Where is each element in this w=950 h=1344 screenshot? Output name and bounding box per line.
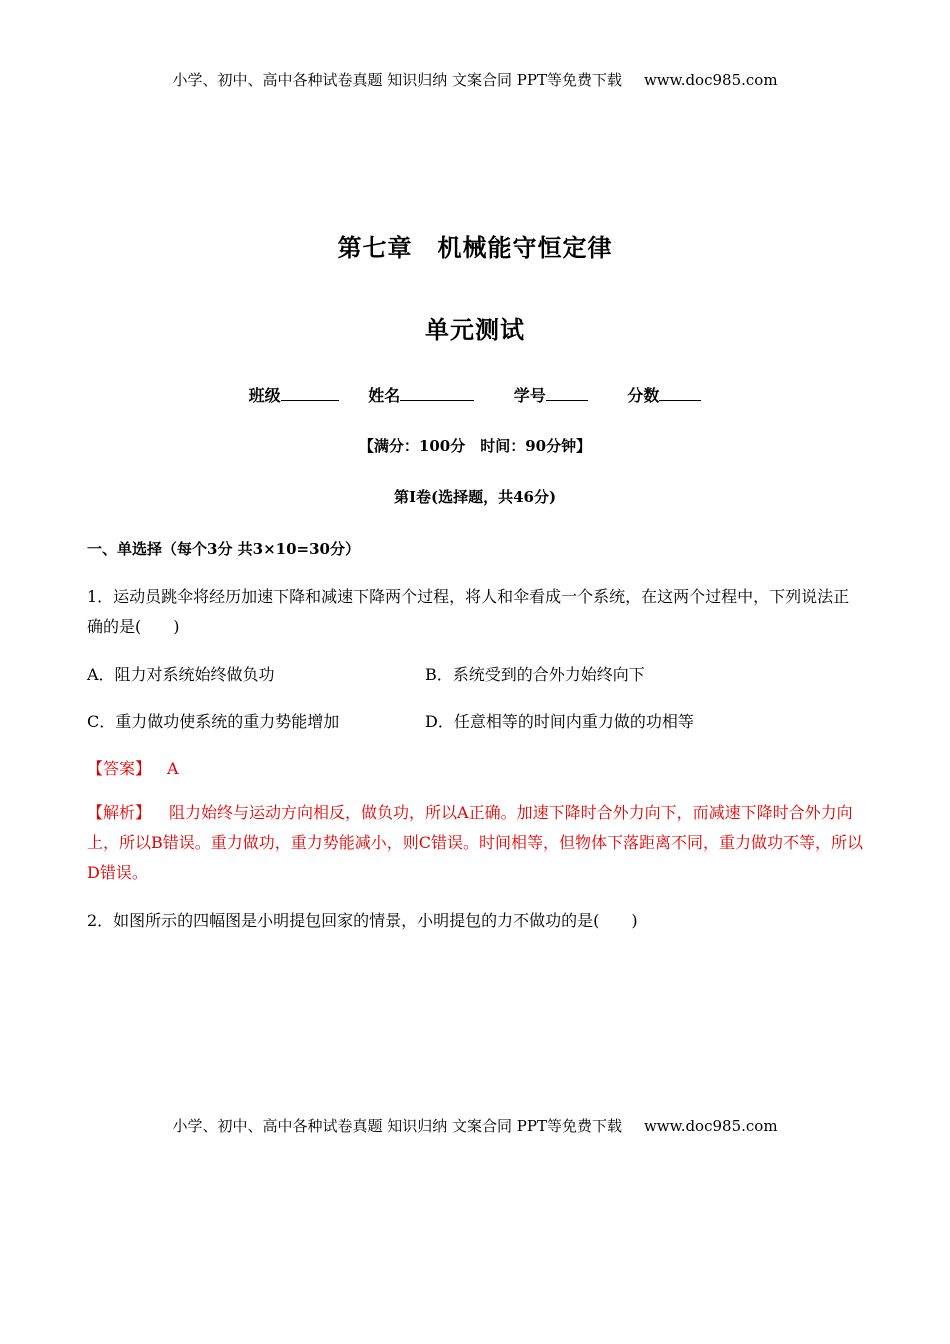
- class-field[interactable]: [249, 383, 339, 406]
- page-footer: [0, 1115, 950, 1136]
- question-1-answer: [87, 756, 179, 779]
- student-id-field[interactable]: [514, 383, 588, 406]
- student-info-row: [0, 383, 950, 406]
- analysis-label: 【解析】: [87, 803, 152, 822]
- chapter-title: 第七章 机械能守恒定律: [337, 233, 613, 262]
- score-field[interactable]: [627, 383, 701, 406]
- student-id-label: 学号: [513, 386, 546, 405]
- unit-title: 单元测试: [425, 315, 525, 344]
- question-1-option-a: A．阻力对系统始终做负功: [87, 665, 275, 684]
- question-1-stem: 1．运动员跳伞将经历加速下降和减速下降两个过程，将人和伞看成一个系统，在这两个过程中，下列说法正确的是( ): [87, 587, 850, 636]
- question-1-analysis: [87, 798, 865, 888]
- footer-text: 小学、初中、高中各种试卷真题 知识归纳 文案合同 PPT等免费下载: [172, 1117, 622, 1135]
- question-1-option-b: B．系统受到的合外力始终向下: [425, 665, 645, 684]
- score-label: 分数: [627, 386, 660, 405]
- question-1-option-c: C．重力做功使系统的重力势能增加: [87, 712, 340, 731]
- name-blank[interactable]: [400, 386, 474, 401]
- answer-value: A: [167, 759, 179, 778]
- score-blank[interactable]: [659, 386, 701, 401]
- question-1-option-d: D．任意相等的时间内重力做的功相等: [425, 712, 694, 731]
- header-url: www.doc985.com: [643, 71, 778, 89]
- class-blank[interactable]: [281, 386, 339, 401]
- page-header: [0, 69, 950, 90]
- header-text: 小学、初中、高中各种试卷真题 知识归纳 文案合同 PPT等免费下载: [172, 71, 622, 89]
- question-2-stem: 2．如图所示的四幅图是小明提包回家的情景，小明提包的力不做功的是( ): [87, 911, 638, 930]
- analysis-text: 阻力始终与运动方向相反，做负功，所以A正确。加速下降时合外力向下，而减速下降时合外力向上，所以B错误。重力做功，重力势能减小，则C错误。时间相等，但物体下落距离不同，重力做功不等，所以D错误。: [87, 803, 864, 882]
- section-heading: 一、单选择（每个3分 共3×10=30分）: [87, 540, 360, 558]
- exam-meta: 【满分：100分 时间：90分钟】: [358, 437, 592, 455]
- class-label: 班级: [248, 386, 281, 405]
- volume-title: 第Ⅰ卷(选择题，共46分): [393, 488, 557, 506]
- student-id-blank[interactable]: [546, 386, 588, 401]
- answer-label: 【答案】: [87, 759, 152, 778]
- name-field[interactable]: [368, 383, 474, 406]
- footer-url: www.doc985.com: [643, 1117, 778, 1135]
- name-label: 姓名: [368, 386, 401, 405]
